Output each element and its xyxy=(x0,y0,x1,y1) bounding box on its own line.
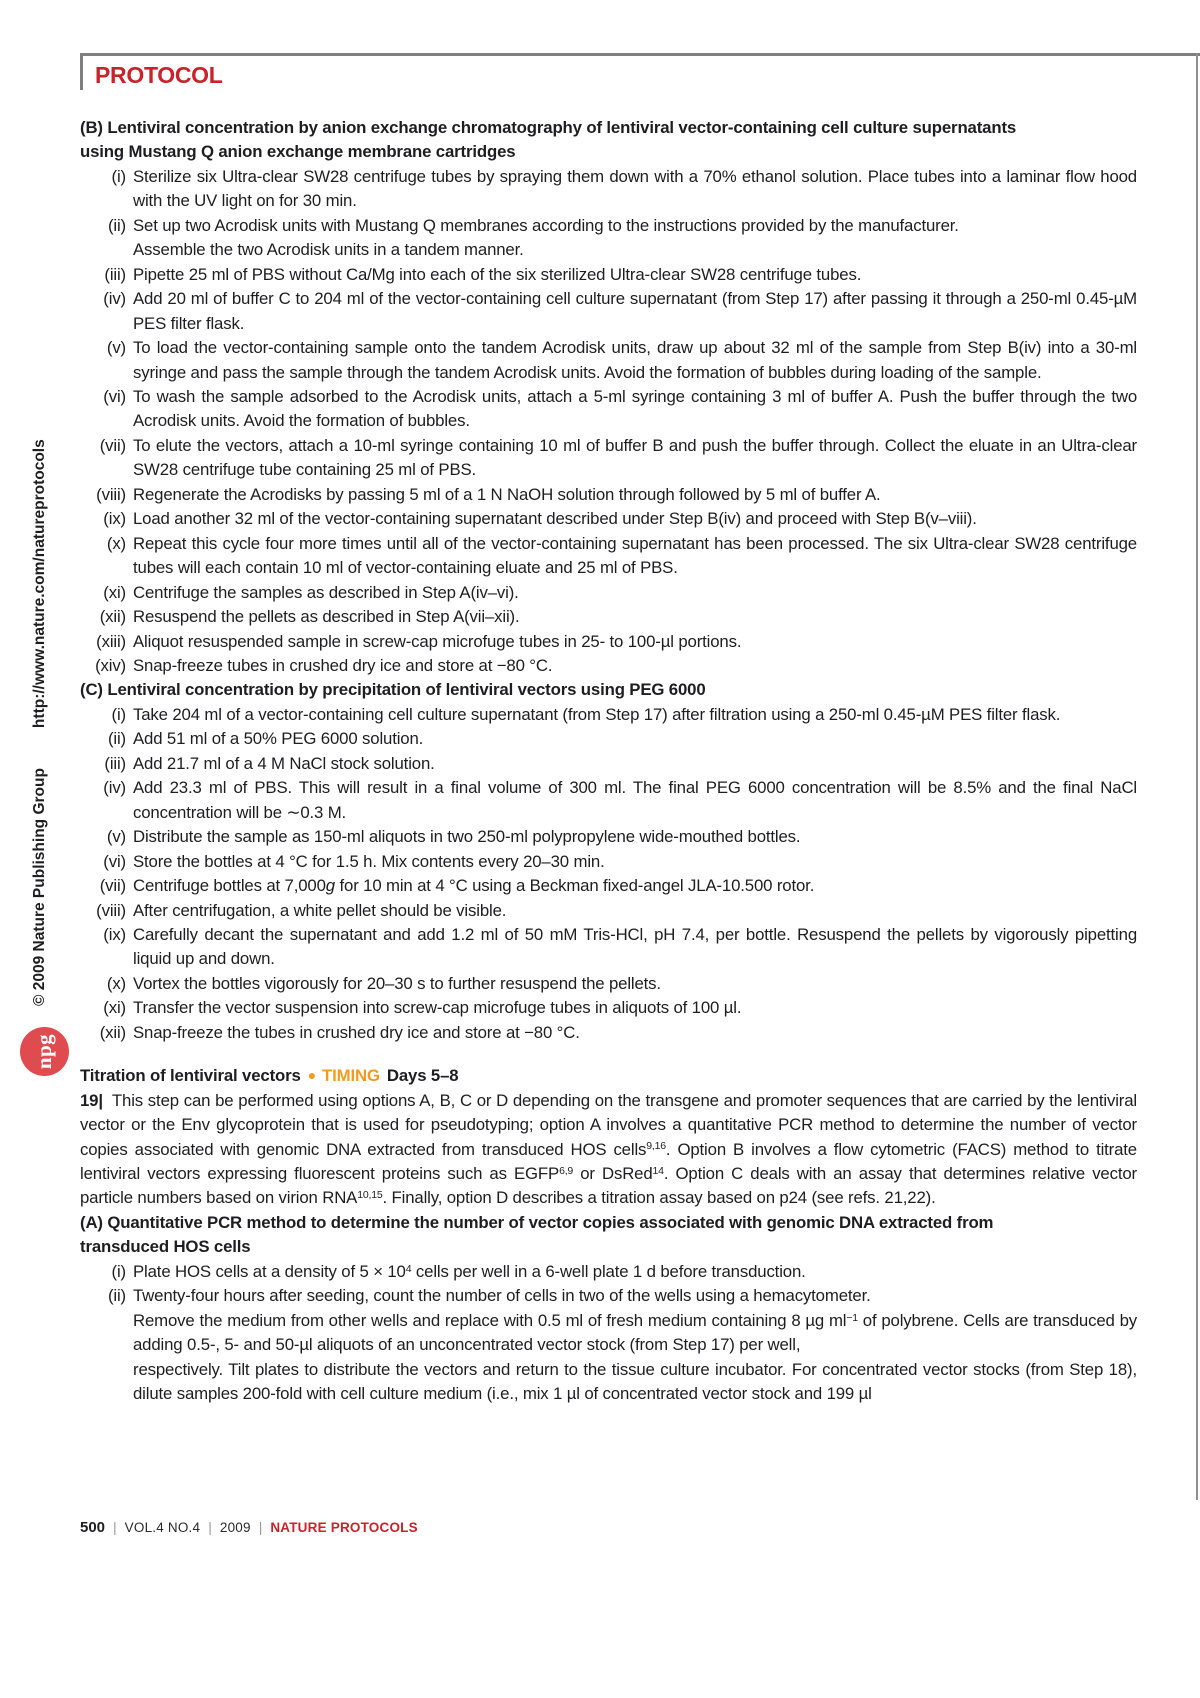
timing-bullet-icon: ● xyxy=(307,1067,317,1084)
body-text: Centrifuge bottles at 7,000 xyxy=(133,876,326,896)
item-text xyxy=(133,1023,580,1042)
item-text xyxy=(133,754,435,773)
protocol-item xyxy=(80,703,1137,727)
item-text xyxy=(133,827,800,846)
protocol-item xyxy=(80,1284,1137,1406)
item-text xyxy=(133,632,741,651)
heading-line: transduced HOS cells xyxy=(80,1237,251,1257)
step-number: 19| xyxy=(80,1090,103,1110)
section-heading xyxy=(80,678,1137,702)
body-text: Snap-freeze tubes in crushed dry ice and store at −80 °C. xyxy=(133,655,553,675)
body-text: Add 21.7 ml of a 4 M NaCl stock solution. xyxy=(133,753,435,773)
footer xyxy=(80,1519,418,1536)
protocol-item xyxy=(80,605,1137,629)
top-rule xyxy=(80,53,1200,56)
body-text: This step can be performed using options A, B, C or D depending on the transgene and promoter sequences that are carried by the lentiviral vector or the Env glycoprotein that is used for pseudotyping; option A involves a quantitative PCR method to determine the number of vector copies associated with genomic DNA extracted from transduced HOS cells xyxy=(80,1090,1137,1159)
protocol-item xyxy=(80,727,1137,751)
item-text xyxy=(133,167,1137,210)
item-text xyxy=(133,852,605,871)
item-number: (ii) xyxy=(107,215,126,235)
subheading-title: Titration of lentiviral vectors xyxy=(80,1066,301,1086)
protocol-item xyxy=(80,776,1137,825)
protocol-item xyxy=(80,825,1137,849)
item-text xyxy=(133,729,423,748)
body-text: Resuspend the pellets as described in Step A(vii–xii). xyxy=(133,607,520,627)
item-number: (vii) xyxy=(99,876,126,896)
item-number: (ix) xyxy=(103,509,126,529)
item-text xyxy=(133,656,552,675)
body-text: Remove the medium from other wells and replace with 0.5 ml of fresh medium containing 8 µg ml xyxy=(133,1310,847,1330)
protocol-item xyxy=(80,336,1137,385)
item-number: (v) xyxy=(106,827,126,847)
superscript-reference: 10,15 xyxy=(357,1189,383,1202)
item-number: (xi) xyxy=(103,582,126,602)
item-text xyxy=(133,1286,1137,1403)
protocol-item xyxy=(80,996,1137,1020)
item-text xyxy=(133,1262,806,1281)
item-number: (x) xyxy=(106,973,126,993)
item-text xyxy=(133,607,519,626)
body-text: Take 204 ml of a vector-containing cell culture supernatant (from Step 17) after filtration using a 250-ml 0.45-µM PES filter flask. xyxy=(133,704,1061,724)
superscript-reference: 9,16 xyxy=(646,1140,666,1153)
item-text xyxy=(133,338,1137,381)
item-number: (ii) xyxy=(107,729,126,749)
item-text xyxy=(133,509,977,528)
item-text xyxy=(133,436,1137,479)
sidebar-rotated-text xyxy=(30,358,50,1006)
body-text: Add 23.3 ml of PBS. This will result in a final volume of 300 ml. The final PEG 6000 concentration will be 8.5% and the final NaCl concentration will be ∼0.3 M. xyxy=(133,778,1137,822)
body-text: or DsRed xyxy=(573,1164,653,1184)
item-text xyxy=(133,534,1137,577)
body-text: cells per well in a 6-well plate 1 d before transduction. xyxy=(411,1261,806,1281)
npg-logo-text: npg xyxy=(31,1033,56,1070)
item-number: (viii) xyxy=(96,900,126,920)
body-text: . Option B involves a flow cytometric (FACS) method to titrate lentiviral vectors expressing fluorescent proteins such as EGFP xyxy=(80,1139,1137,1184)
item-number: (vii) xyxy=(99,435,126,455)
item-number: (x) xyxy=(106,533,126,553)
section-heading xyxy=(80,1211,1137,1260)
superscript-reference: 4 xyxy=(405,1262,412,1275)
item-number: (xiv) xyxy=(95,655,126,675)
protocol-item xyxy=(80,165,1137,214)
heading-line: (B) Lentiviral concentration by anion exchange chromatography of lentiviral vector-containing cell culture supernatants xyxy=(80,118,1017,137)
item-text xyxy=(133,876,814,895)
body-text: To load the vector-containing sample onto the tandem Acrodisk units, draw up about 32 ml of the sample from Step B(iv) into a 30-ml syringe and pass the sample through the tandem Acrodisk units. Avoid the formation of bubbles during loading of the sample. xyxy=(133,338,1137,382)
body-text: Pipette 25 ml of PBS without Ca/Mg into each of the six sterilized Ultra-clear SW28 centrifuge tubes. xyxy=(133,264,862,284)
body-text: Vortex the bottles vigorously for 20–30 s to further resuspend the pellets. xyxy=(133,973,661,993)
item-number: (iii) xyxy=(104,264,126,284)
heading-line: (C) Lentiviral concentration by precipitation of lentiviral vectors using PEG 6000 xyxy=(80,680,706,700)
body-text: To wash the sample adsorbed to the Acrodisk units, attach a 5-ml syringe containing 3 ml of buffer A. Push the buffer through the two Acrodisk units. Avoid the formation of bubbles. xyxy=(133,386,1137,431)
item-number: (v) xyxy=(106,338,126,358)
journal-name: NATURE PROTOCOLS xyxy=(270,1520,418,1535)
body-text: Plate HOS cells at a density of 5 × 10 xyxy=(133,1261,406,1281)
protocol-item xyxy=(80,581,1137,605)
item-number: (i) xyxy=(111,704,126,724)
page-edge-rule xyxy=(1196,53,1198,1500)
item-text xyxy=(133,778,1137,821)
body-text: Distribute the sample as 150-ml aliquots in two 250-ml polypropylene wide-mouthed bottles. xyxy=(133,827,801,847)
protocol-item xyxy=(80,630,1137,654)
item-text xyxy=(133,974,661,993)
section-heading xyxy=(80,116,1137,165)
body-text: Repeat this cycle four more times until all of the vector-containing supernatant has been processed. The six Ultra-clear SW28 centrifuge tubes will each contain 10 ml of vector-containing eluate and 25 ml of PBS. xyxy=(133,533,1137,578)
header-vertical-rule xyxy=(80,53,83,90)
body-text: Store the bottles at 4 °C for 1.5 h. Mix contents every 20–30 min. xyxy=(133,851,605,871)
item-number: (xii) xyxy=(99,607,126,627)
protocol-item xyxy=(80,972,1137,996)
item-number: (ix) xyxy=(103,924,126,944)
protocol-item xyxy=(80,1021,1137,1045)
item-text xyxy=(133,216,959,259)
item-number: (i) xyxy=(111,1261,126,1281)
footer-separator: | xyxy=(208,1519,212,1535)
body-text: for 10 min at 4 °C using a Beckman fixed-angel JLA-10.500 rotor. xyxy=(334,876,815,896)
protocol-item xyxy=(80,385,1137,434)
superscript-reference: −1 xyxy=(846,1311,858,1324)
item-text xyxy=(133,387,1137,430)
protocol-body xyxy=(80,116,1137,1407)
body-text: Centrifuge the samples as described in Step A(iv–vi). xyxy=(133,582,519,602)
volume-info: VOL.4 NO.4 xyxy=(124,1520,201,1535)
item-text xyxy=(133,265,861,284)
protocol-item xyxy=(80,752,1137,776)
protocol-item xyxy=(80,287,1137,336)
body-text: Add 51 ml of a 50% PEG 6000 solution. xyxy=(133,729,424,749)
heading-line: using Mustang Q anion exchange membrane cartridges xyxy=(80,142,516,162)
item-number: (iv) xyxy=(103,778,126,798)
item-number: (ii) xyxy=(107,1286,126,1306)
protocol-item xyxy=(80,874,1137,898)
item-text xyxy=(133,583,519,602)
body-text: After centrifugation, a white pellet should be visible. xyxy=(133,900,507,920)
body-text: Load another 32 ml of the vector-containing supernatant described under Step B(iv) and proceed with Step B(v–viii). xyxy=(133,509,977,529)
item-text xyxy=(133,998,741,1017)
protocol-item xyxy=(80,850,1137,874)
item-number: (xiii) xyxy=(96,631,126,651)
body-text: Regenerate the Acrodisks by passing 5 ml of a 1 N NaOH solution through followed by 5 ml of buffer A. xyxy=(133,484,881,504)
body-text: Assemble the two Acrodisk units in a tandem manner. xyxy=(133,240,524,260)
numbered-step xyxy=(80,1089,1137,1211)
body-text: Add 20 ml of buffer C to 204 ml of the vector-containing cell culture supernatant (from Step 17) after passing it through a 250-ml 0.45-µM PES filter flask. xyxy=(133,289,1137,333)
superscript-reference: 6,9 xyxy=(559,1164,574,1177)
body-text: respectively. Tilt plates to distribute the vectors and return to the tissue culture incubator. For concentrated vector stocks (from Step 18), dilute samples 200-fold with cell culture medium (i.e., mix 1 µl of concentrated vector stock and 199 µl xyxy=(133,1359,1137,1404)
italic-text: g xyxy=(325,876,335,896)
item-number: (iv) xyxy=(103,289,126,309)
footer-separator: | xyxy=(113,1519,117,1535)
body-text: Twenty-four hours after seeding, count the number of cells in two of the wells using a hemacytometer. xyxy=(133,1286,871,1306)
body-text: Carefully decant the supernatant and add 1.2 ml of 50 mM Tris-HCl, pH 7.4, per bottle. Resuspend the pellets by vigorously pipetting liquid up and down. xyxy=(133,924,1137,969)
protocol-item xyxy=(80,483,1137,507)
protocol-item xyxy=(80,532,1137,581)
item-number: (vi) xyxy=(103,851,126,871)
body-text: Transfer the vector suspension into screw-cap microfuge tubes in aliquots of 100 µl. xyxy=(133,998,742,1018)
item-text xyxy=(133,925,1137,968)
superscript-reference: 14 xyxy=(652,1164,664,1177)
item-number: (vi) xyxy=(103,386,126,406)
heading-line: (A) Quantitative PCR method to determine the number of vector copies associated with genomic DNA extracted from xyxy=(80,1212,994,1232)
timing-label: TIMING xyxy=(322,1066,380,1086)
item-number: (viii) xyxy=(96,484,126,504)
protocol-item xyxy=(80,923,1137,972)
protocol-item xyxy=(80,507,1137,531)
protocol-item xyxy=(80,263,1137,287)
sidebar-copyright: © 2009 Nature Publishing Group xyxy=(31,768,48,1006)
item-text xyxy=(133,485,881,504)
item-number: (xii) xyxy=(99,1022,126,1042)
year: 2009 xyxy=(219,1520,251,1535)
body-text: . Option C deals with an assay that determines relative vector particle numbers based on virion RNA xyxy=(80,1164,1137,1208)
protocol-item xyxy=(80,214,1137,263)
body-text: To elute the vectors, attach a 10-ml syringe containing 10 ml of buffer B and push the buffer through. Collect the eluate in an Ultra-clear SW28 centrifuge tube containing 25 ml of PBS. xyxy=(133,435,1137,480)
body-text: Set up two Acrodisk units with Mustang Q membranes according to the instructions provided by the manufacturer. xyxy=(133,215,959,235)
item-text xyxy=(133,289,1137,332)
timing-duration: Days 5–8 xyxy=(386,1066,459,1086)
item-number: (xi) xyxy=(103,998,126,1018)
item-text xyxy=(133,901,506,920)
sidebar-url: http://www.nature.com/natureprotocols xyxy=(31,439,48,729)
npg-logo-icon xyxy=(20,1027,69,1076)
footer-separator: | xyxy=(258,1519,263,1535)
item-text xyxy=(133,705,1060,724)
protocol-item xyxy=(80,899,1137,923)
protocol-item xyxy=(80,434,1137,483)
body-text: Aliquot resuspended sample in screw-cap microfuge tubes in 25- to 100-µl portions. xyxy=(133,631,742,651)
timing-heading xyxy=(80,1064,1137,1088)
protocol-item xyxy=(80,654,1137,678)
protocol-item xyxy=(80,1260,1137,1284)
item-number: (i) xyxy=(111,166,126,186)
body-text: . Finally, option D describes a titration assay based on p24 (see refs. 21,22). xyxy=(382,1188,936,1208)
page-number: 500 xyxy=(80,1519,106,1536)
item-number: (iii) xyxy=(104,753,126,773)
protocol-header-label: PROTOCOL xyxy=(95,62,223,88)
body-text: Snap-freeze the tubes in crushed dry ice and store at −80 °C. xyxy=(133,1022,580,1042)
body-text: of polybrene. Cells are transduced by adding 0.5-, 5- and 50-µl aliquots of an unconcentrated vector stock (from Step 17) per well, xyxy=(133,1310,1137,1355)
body-text: Sterilize six Ultra-clear SW28 centrifuge tubes by spraying them down with a 70% ethanol solution. Place tubes into a laminar flow hood with the UV light on for 30 min. xyxy=(133,166,1137,211)
